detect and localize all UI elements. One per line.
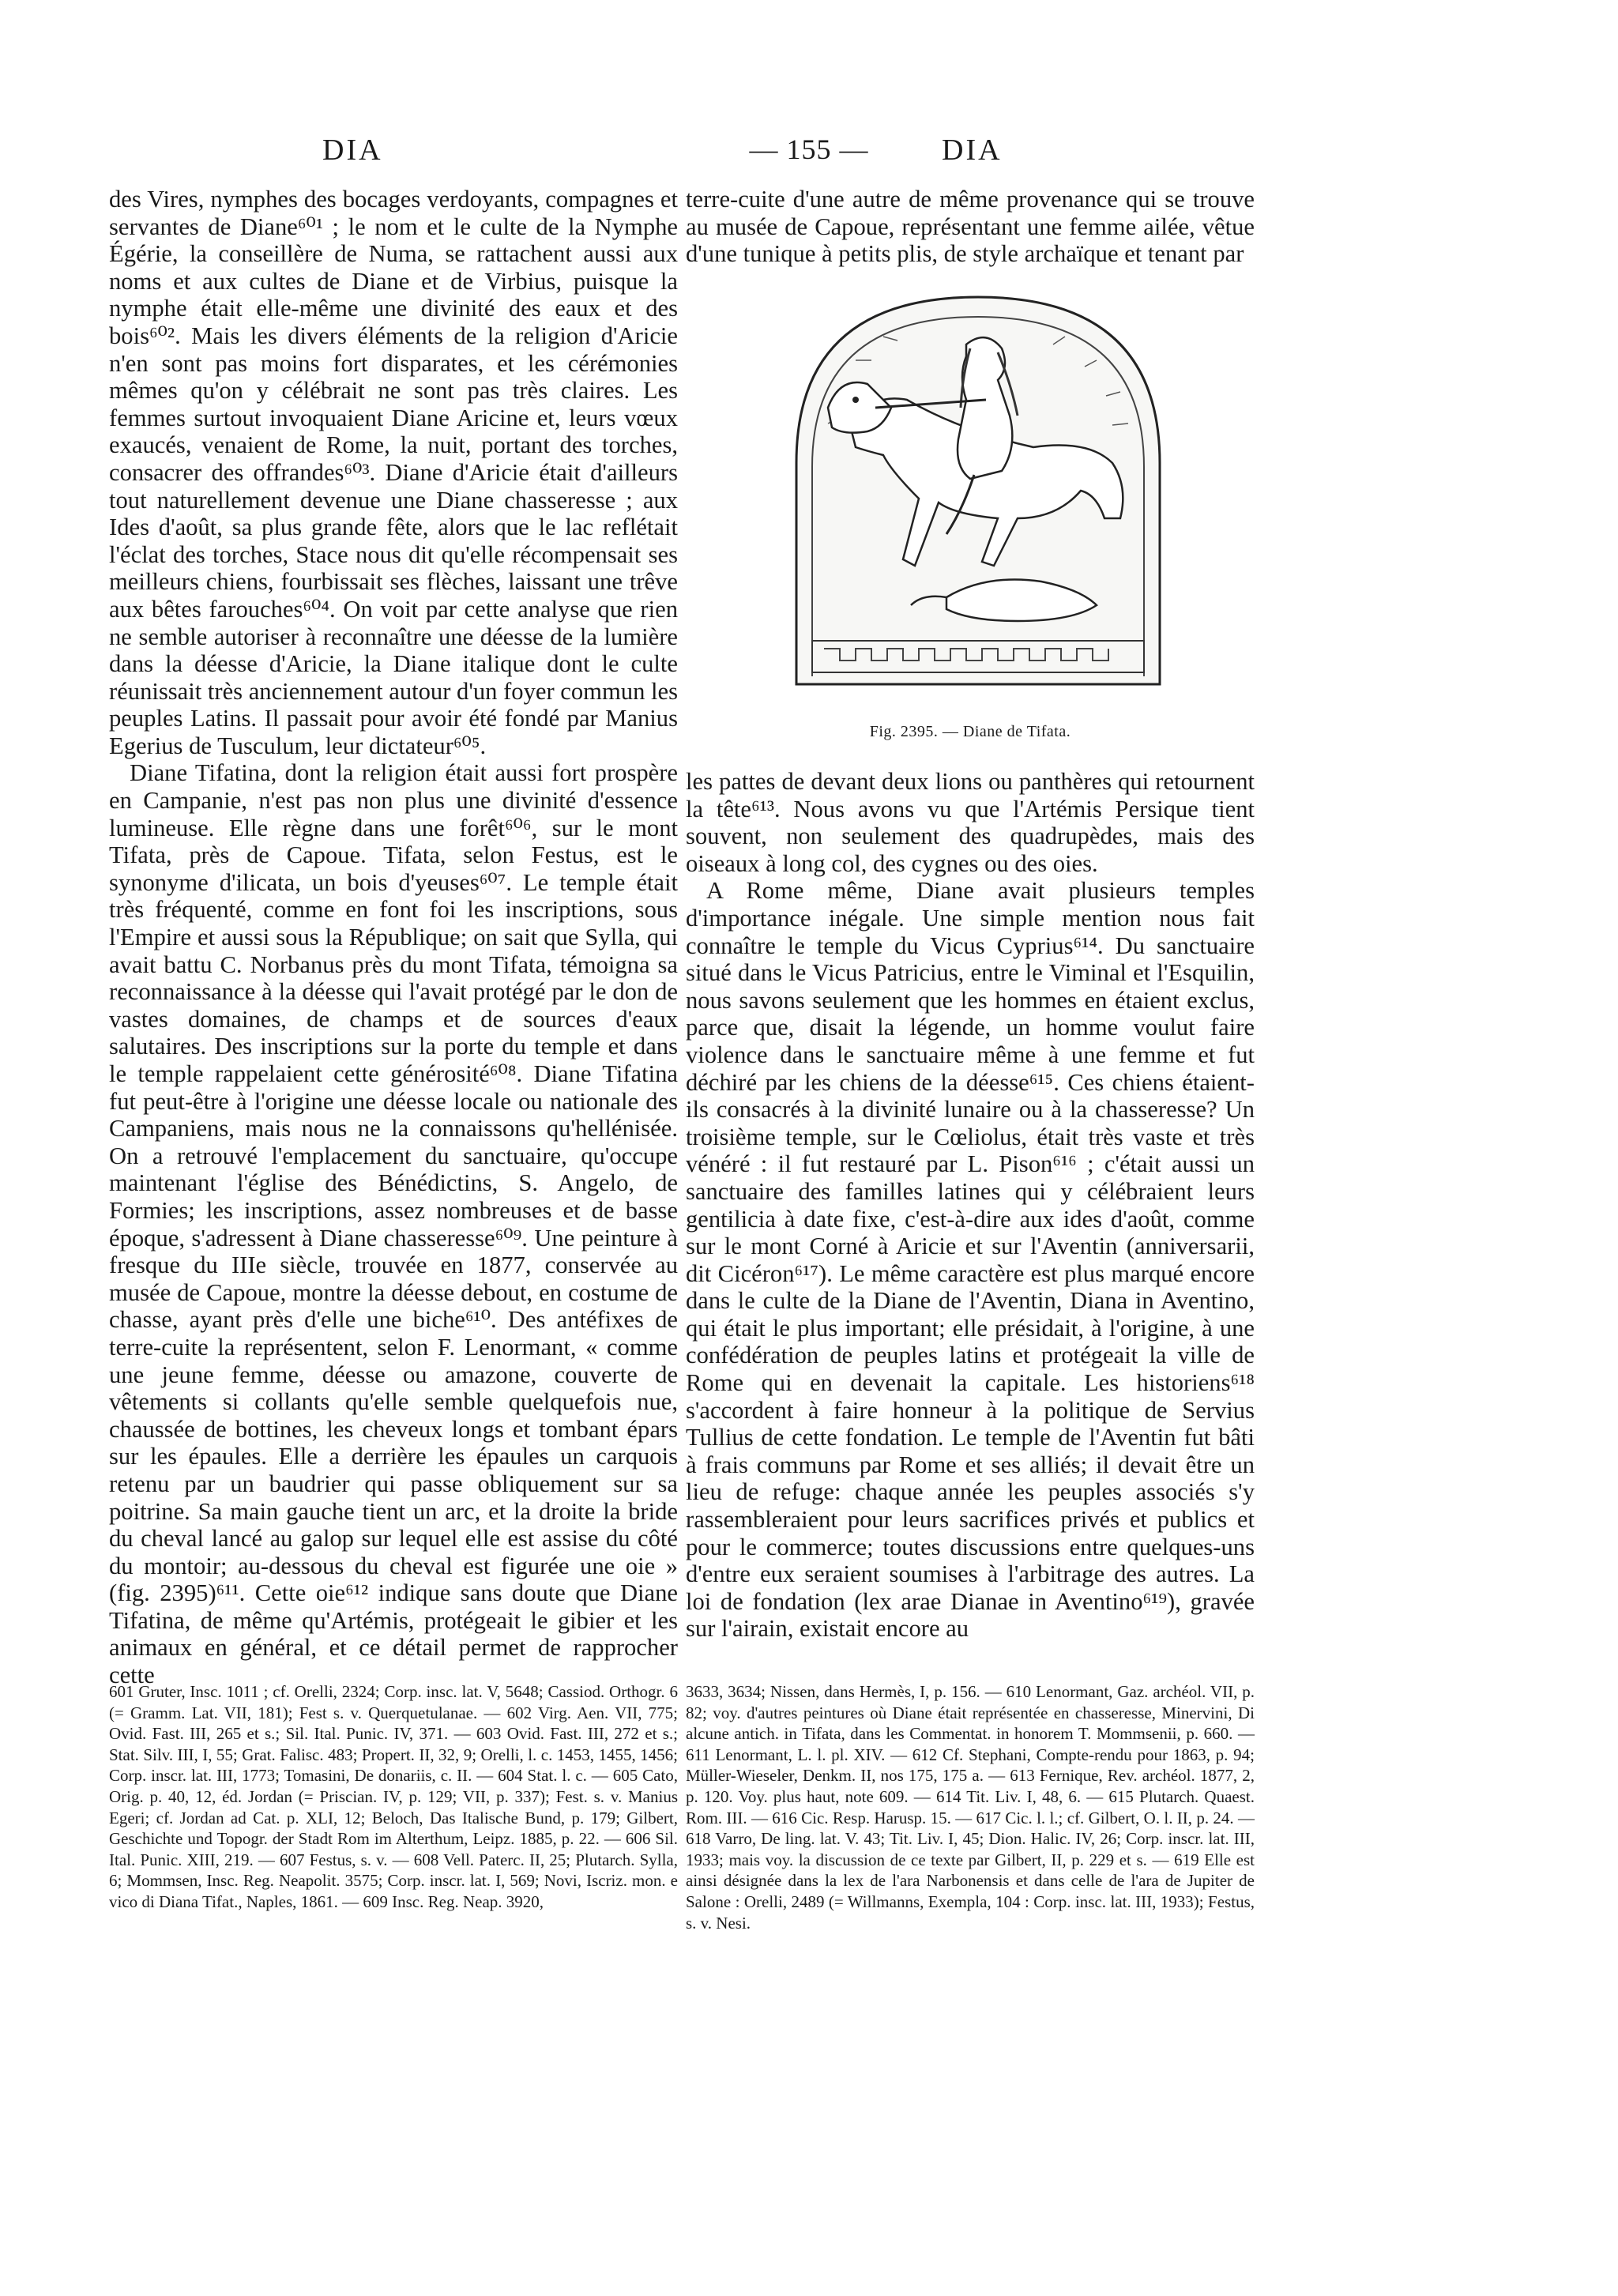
figure-caption: Fig. 2395. — Diane de Tifata. — [869, 723, 1071, 740]
footnotes-left — [109, 1681, 678, 1913]
figure-diane-de-tifata — [781, 281, 1176, 692]
paragraph: des Vires, nymphes des bocages verdoyants, compagnes et servantes de Diane⁶⁰¹ ; le nom et le culte de la Nymphe Égérie, la conseillère de Numa, se rattachent aussi aux noms et aux cultes de Diane et de Virbius, puisque la nymphe était elle-même une divinité des eaux et des bois⁶⁰². Mais les divers éléments de la religion d'Aricie n'en sont pas moins fort disparates, et les cérémonies mêmes qu'on y célébrait ne sont pas très claires. Les femmes surtout invoquaient Diane Aricine et, leurs vœux exaucés, venaient de Rome, la nuit, portant des torches, consacrer des offrandes⁶⁰³. Diane d'Aricie était d'ailleurs tout naturellement devenue une Diane chasseresse ; aux Ides d'août, sa plus grande fête, alors que le lac reflétait l'éclat des torches, Stace nous dit qu'elle récompensait ses meilleurs chiens, fourbissait ses flèches, laissant une trêve aux bêtes farouches⁶⁰⁴. On voit par cette analyse que rien ne semble autoriser à reconnaître une déesse de la lumière dans la déesse d'Aricie, la Diane italique dont le culte réunissait très anciennement autour d'un foyer commun les peuples Latins. Il passait pour avoir été fondé par Manius Egerius de Tusculum, leur dictateur⁶⁰⁵. — [109, 186, 678, 759]
page-number: — 155 — — [749, 134, 869, 165]
paragraph: A Rome même, Diane avait plusieurs temples d'importance inégale. Une simple mention nous fait connaître le temple du Vicus Cyprius⁶¹⁴. Du sanctuaire situé dans le Vicus Patricius, entre le Viminal et l'Esquilin, nous savons seulement que les hommes en étaient exclus, parce que, disait la légende, un homme voulut faire violence dans le sanctuaire même à une femme et fut déchiré par les chiens de la déesse⁶¹⁵. Ces chiens étaient-ils consacrés à la divinité lunaire ou à la chasseresse? Un troisième temple, sur le Cœliolus, était très vaste et très vénéré : il fut restauré par L. Pison⁶¹⁶ ; c'était aussi un sanctuaire des familles latines qui y célébraient leurs gentilicia à date fixe, c'est-à-dire aux ides d'août, comme sur le mont Corné à Aricie et sur l'Aventin (anniversarii, dit Cicéron⁶¹⁷). Le même caractère est plus marqué encore dans le culte de la Diane de l'Aventin, Diana in Aventino, qui était le plus important; elle présidait, à l'origine, à une confédération de peuples latins et protégeait la ville de Rome qui en devenait la capitale. Les historiens⁶¹⁸ s'accordent à faire honneur à la politique de Servius Tullius de cette fondation. Le temple de l'Aventin fut bâti à frais communs par Rome et ses alliés; il devait être un lieu de refuge: chaque année les peuples associés s'y rassembleraient pour leurs sacrifices privés et publics et pour le commerce; toutes discussions entre quelques-uns d'entre eux seraient soumises à l'arbitrage des autres. La loi de fondation (lex arae Dianae in Aventino⁶¹⁹), gravée sur l'airain, existait encore au — [686, 877, 1255, 1643]
paragraph: les pattes de devant deux lions ou panthères qui retournent la tête⁶¹³. Nous avons vu que l'Artémis Persique tient souvent, non seulement des quadrupèdes, mais des oiseaux à long col, des cygnes ou des oies. — [686, 768, 1255, 877]
paragraph: terre-cuite d'une autre de même provenance qui se trouve au musée de Capoue, représentant une femme ailée, vêtue d'une tunique à petits plis, de style archaïque et tenant par — [686, 186, 1255, 268]
paragraph: Diane Tifatina, dont la religion était aussi fort prospère en Campanie, n'est pas non plus une divinité d'essence lumineuse. Elle règne dans une forêt⁶⁰⁶, sur le mont Tifata, près de Capoue. Tifata, selon Festus, est le synonyme d'ilicata, un bois d'yeuses⁶⁰⁷. Le temple était très fréquenté, comme en font foi les inscriptions, sous l'Empire et aussi sous la République; on sait que Sylla, qui avait battu C. Norbanus près du mont Tifata, témoigna sa reconnaissance à la déesse qui l'avait protégé par le don de vastes domaines, de champs et de sources d'eaux salutaires. Des inscriptions sur la porte du temple et dans le temple rappelaient cette générosité⁶⁰⁸. Diane Tifatina fut peut-être à l'origine une déesse locale ou nationale des Campaniens, mais nous ne la connaissons qu'hellénisée. On a retrouvé l'emplacement du sanctuaire, qu'occupe maintenant l'église des Bénédictins, S. Angelo, de Formies; les inscriptions, assez nombreuses et de basse époque, s'adressent à Diane chasseresse⁶⁰⁹. Une peinture à fresque du IIIe siècle, trouvée en 1877, conservée au musée de Capoue, montre la déesse debout, en costume de chasse, ayant près d'elle une biche⁶¹⁰. Des antéfixes de terre-cuite la représentent, selon F. Lenormant, « comme une jeune femme, déesse ou amazone, couverte de vêtements si collants qu'elle semble quelquefois nue, chaussée de bottines, les cheveux longs et tombant épars sur les épaules. Elle a derrière les épaules un carquois retenu par un baudrier qui passe obliquement sur sa poitrine. Sa main gauche tient un arc, et la droite la bride du cheval lancé au galop sur lequel elle est assise du côté du montoir; au-dessous du cheval est figurée une oie » (fig. 2395)⁶¹¹. Cette oie⁶¹² indique sans doute que Diane Tifatina, de même qu'Artémis, protégeait le gibier et les animaux en général, et ce détail permet de rapprocher cette — [109, 759, 678, 1689]
left-column — [109, 186, 678, 1689]
footnote-text: 3633, 3634; Nissen, dans Hermès, I, p. 156. — 610 Lenormant, Gaz. archéol. VII, p. 82; voy. d'autres peintures où Diane était représentée en chasseresse, Minervini, Di alcune antich. in Tifata, dans les Commentat. in honorem T. Mommsenii, p. 660. — 611 Lenormant, L. l. pl. XIV. — 612 Cf. Stephani, Compte-rendu pour 1863, p. 94; Müller-Wieseler, Denkm. II, nos 175, 175 a. — 613 Fernique, Rev. archéol. 1877, 2, p. 120. Voy. plus haut, note 609. — 614 Tit. Liv. I, 48, 6. — 615 Plutarch. Quaest. Rom. III. — 616 Cic. Resp. Harusp. 15. — 617 Cic. l. l.; cf. Gilbert, O. l. II, p. 24. — 618 Varro, De ling. lat. V. 43; Tit. Liv. I, 45; Dion. Halic. IV, 26; Corp. inscr. lat. III, 1933; mais voy. la discussion de ce texte par Gilbert, II, p. 229 et s. — 619 Elle est ainsi désignée dans la lex de l'ara Narbonensis et dans celle de l'ara de Jupiter de Salone : Orelli, 2489 (= Willmanns, Exempla, 104 : Corp. insc. lat. III, 1933); Festus, s. v. Nesi. — [686, 1682, 1255, 1933]
engraving-illustration — [781, 281, 1176, 692]
right-column-top — [686, 186, 1255, 268]
footnotes-right — [686, 1681, 1255, 1933]
footnote-text: 601 Gruter, Insc. 1011 ; cf. Orelli, 2324; Corp. insc. lat. V, 5648; Cassiod. Orthogr. 6 (= Gramm. Lat. VII, 181); Fest s. v. Querquetulanae. — 602 Virg. Aen. VII, 775; Ovid. Fast. III, 265 et s.; Sil. Ital. Punic. IV, 371. — 603 Ovid. Fast. III, 272 et s.; Stat. Silv. III, I, 55; Grat. Falisc. 483; Propert. II, 32, 9; Orelli, l. c. 1453, 1455, 1456; Corp. inscr. lat. III, 1773; Tomasini, De donariis, c. II. — 604 Stat. l. c. — 605 Cato, Orig. p. 40, 12, éd. Jordan (= Priscian. IV, p. 129; VII, p. 337); Fest. s. v. Manius Egeri; cf. Jordan ad Cat. p. XLI, 12; Beloch, Das Italische Bund, p. 179; Gilbert, Geschichte und Topogr. der Stadt Rom im Alterthum, Leipz. 1885, p. 22. — 606 Sil. Ital. Punic. XIII, 219. — 607 Festus, s. v. — 608 Vell. Paterc. II, 25; Plutarch. Sylla, 6; Mommsen, Insc. Reg. Neapolit. 3575; Corp. inscr. lat. I, 569; Novi, Iscriz. mon. e vico di Diana Tifat., Naples, 1861. — 609 Insc. Reg. Neap. 3920, — [109, 1682, 678, 1911]
right-column-bottom — [686, 768, 1255, 1643]
running-head-right: DIA — [942, 134, 1003, 167]
running-head-left: DIA — [322, 134, 383, 167]
